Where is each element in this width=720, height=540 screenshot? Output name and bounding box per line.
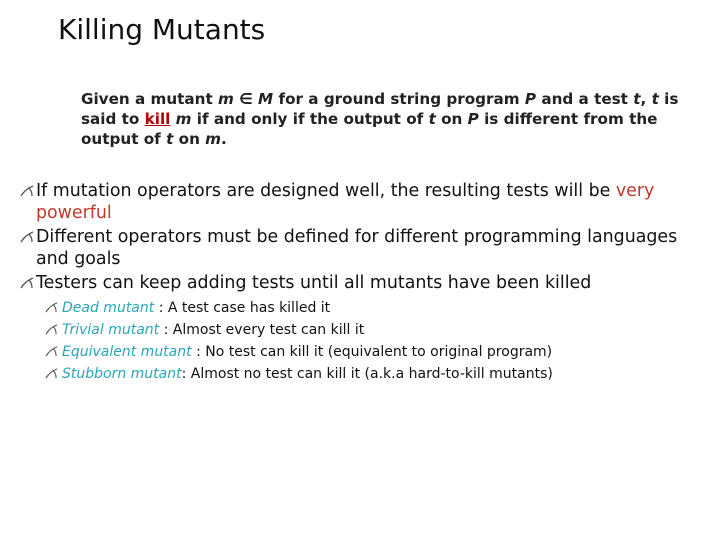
pen-nib-icon [44,368,59,379]
pen-nib-icon [20,277,34,289]
bullet-text: If mutation operators are designed well, the resulting tests will be [36,181,616,201]
mutant-desc: : No test can kill it (equivalent to original program) [196,344,553,360]
pen-nib-icon [44,302,59,313]
def-text: Given a mutant [81,90,219,108]
def-var-m: m [205,130,221,148]
mutant-term: Trivial mutant [62,322,164,338]
pen-nib-icon [44,346,59,357]
sub-bullet-list [20,297,710,385]
bullet-list [20,180,710,385]
def-text: is said to [81,90,679,128]
bullet-item [20,226,710,270]
def-var-P: P [524,90,537,108]
sub-bullet-item [44,297,710,319]
def-var-m: m [175,110,192,128]
sub-bullet-item [44,341,710,363]
def-var-t: t [651,90,659,108]
slide-title: Killing Mutants [58,13,266,46]
mutant-desc: : Almost no test can kill it (a.k.a hard-to-kill mutants) [181,366,553,382]
definition-block [81,89,681,149]
def-var-m: m [218,90,234,108]
def-var-t: t [166,130,174,148]
def-text: on [435,110,468,128]
def-text: and a test [536,90,634,108]
kill-keyword: kill [144,110,171,128]
mutant-desc: : A test case has killed it [158,300,331,316]
def-var-M: M [258,90,274,108]
def-text: if and only if the output of [191,110,429,128]
mutant-term: Stubborn mutant [62,366,182,382]
sub-bullet-item [44,319,710,341]
pen-nib-icon [20,185,34,197]
def-var-P: P [467,110,479,128]
def-text: , [640,90,652,108]
pen-nib-icon [44,324,59,335]
bullet-text: Testers can keep adding tests until all mutants have been killed [36,273,592,293]
def-text: is different from the output of [81,110,658,148]
mutant-term: Equivalent mutant [62,344,197,360]
sub-bullet-item [44,363,710,385]
def-var-t: t [428,110,436,128]
bullet-item [20,180,710,224]
def-var-t: t [633,90,641,108]
mutant-desc: : Almost every test can kill it [163,322,365,338]
def-text: ∈ [233,90,259,108]
bullet-highlight: very powerful [36,181,655,223]
def-text: on [173,130,206,148]
mutant-term: Dead mutant [62,300,159,316]
def-text: for a ground string program [273,90,525,108]
bullet-item [20,272,710,294]
bullet-text: Different operators must be defined for different programming languages and goals [36,227,678,269]
pen-nib-icon [20,231,34,243]
def-text: . [221,130,227,148]
